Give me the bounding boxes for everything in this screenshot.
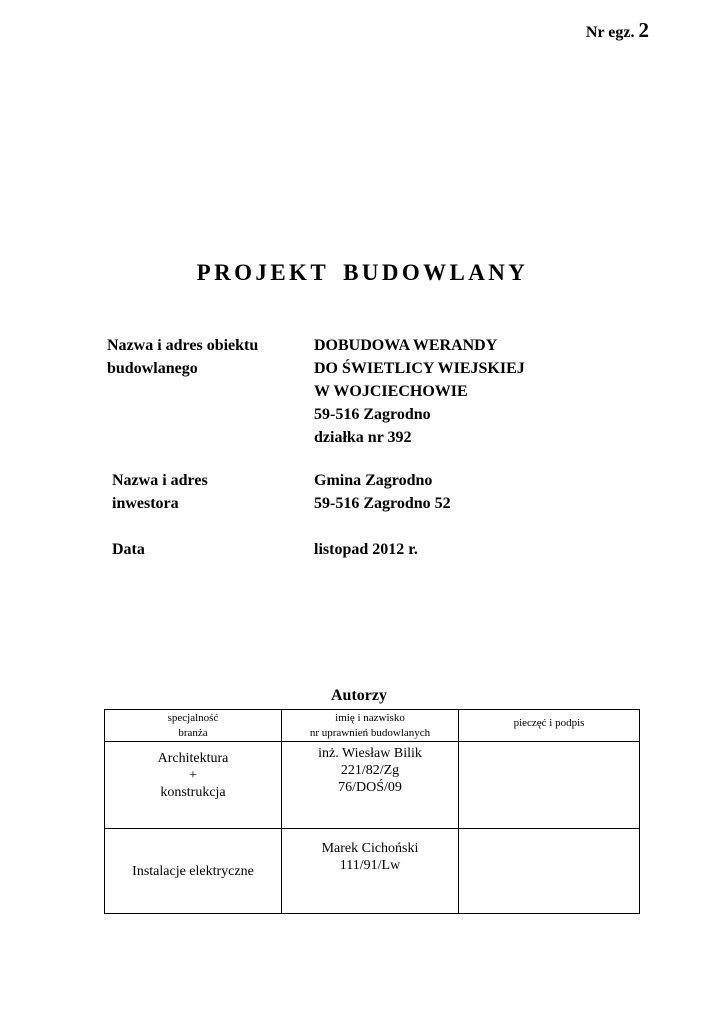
name-cell [282, 829, 459, 914]
object-label-line: budowlanego [107, 360, 198, 377]
title-word-2: BUDOWLANY [343, 260, 529, 285]
speciality-cell [105, 829, 282, 914]
date-value [314, 538, 418, 561]
speciality-header-line: branża [178, 726, 208, 739]
speciality-line: konstrukcja [160, 785, 226, 800]
investor-label-line: inwestora [112, 495, 179, 512]
name-header [282, 710, 459, 742]
stamp-cell [459, 742, 640, 829]
investor-label-line: Nazwa i adres [112, 472, 208, 489]
investor-value [314, 469, 451, 515]
name-line: Marek Cichoński [321, 841, 419, 856]
object-label-line: Nazwa i adres obiektu [107, 337, 259, 354]
title-word-1: PROJEKT [196, 260, 330, 285]
object-value [314, 334, 525, 449]
speciality-line: Instalacje elektryczne [132, 863, 254, 879]
document-title [0, 258, 725, 288]
name-line: 76/DOŚ/09 [338, 780, 402, 795]
object-value-line: 59-516 Zagrodno [314, 406, 431, 423]
authors-table [104, 709, 640, 914]
name-cell [282, 742, 459, 829]
date-label [112, 538, 145, 561]
copy-number: 2 [638, 18, 649, 42]
table-row [105, 742, 640, 829]
stamp-header: pieczęć i podpis [459, 710, 640, 742]
copy-number-label [586, 18, 649, 45]
name-header-line: nr uprawnień budowlanych [309, 726, 431, 739]
object-label [107, 334, 258, 380]
speciality-header [105, 710, 282, 742]
table-header-row [105, 710, 640, 742]
object-value-line: DOBUDOWA WERANDY [314, 337, 498, 354]
investor-value-line: 59-516 Zagrodno 52 [314, 495, 451, 512]
speciality-cell [105, 742, 282, 829]
date-value-text: listopad 2012 r. [314, 541, 418, 558]
name-line: 221/82/Zg [340, 763, 400, 778]
speciality-line: Architektura [157, 751, 229, 766]
object-value-line: działka nr 392 [314, 429, 412, 446]
stamp-cell [459, 829, 640, 914]
name-line: 111/91/Lw [339, 858, 401, 873]
name-header-line: imię i nazwisko [335, 711, 405, 724]
name-line: inż. Wiesław Bilik [318, 746, 422, 761]
authors-heading: Autorzy [331, 687, 387, 704]
speciality-line: + [189, 768, 197, 783]
investor-label [112, 469, 208, 515]
table-row [105, 829, 640, 914]
object-value-line: W WOJCIECHOWIE [314, 383, 468, 400]
date-label-text: Data [112, 541, 145, 558]
object-value-line: DO ŚWIETLICY WIEJSKIEJ [314, 360, 525, 377]
speciality-header-line: specjalność [167, 711, 219, 724]
copy-label: Nr egz. [585, 24, 635, 41]
investor-value-line: Gmina Zagrodno [314, 472, 433, 489]
